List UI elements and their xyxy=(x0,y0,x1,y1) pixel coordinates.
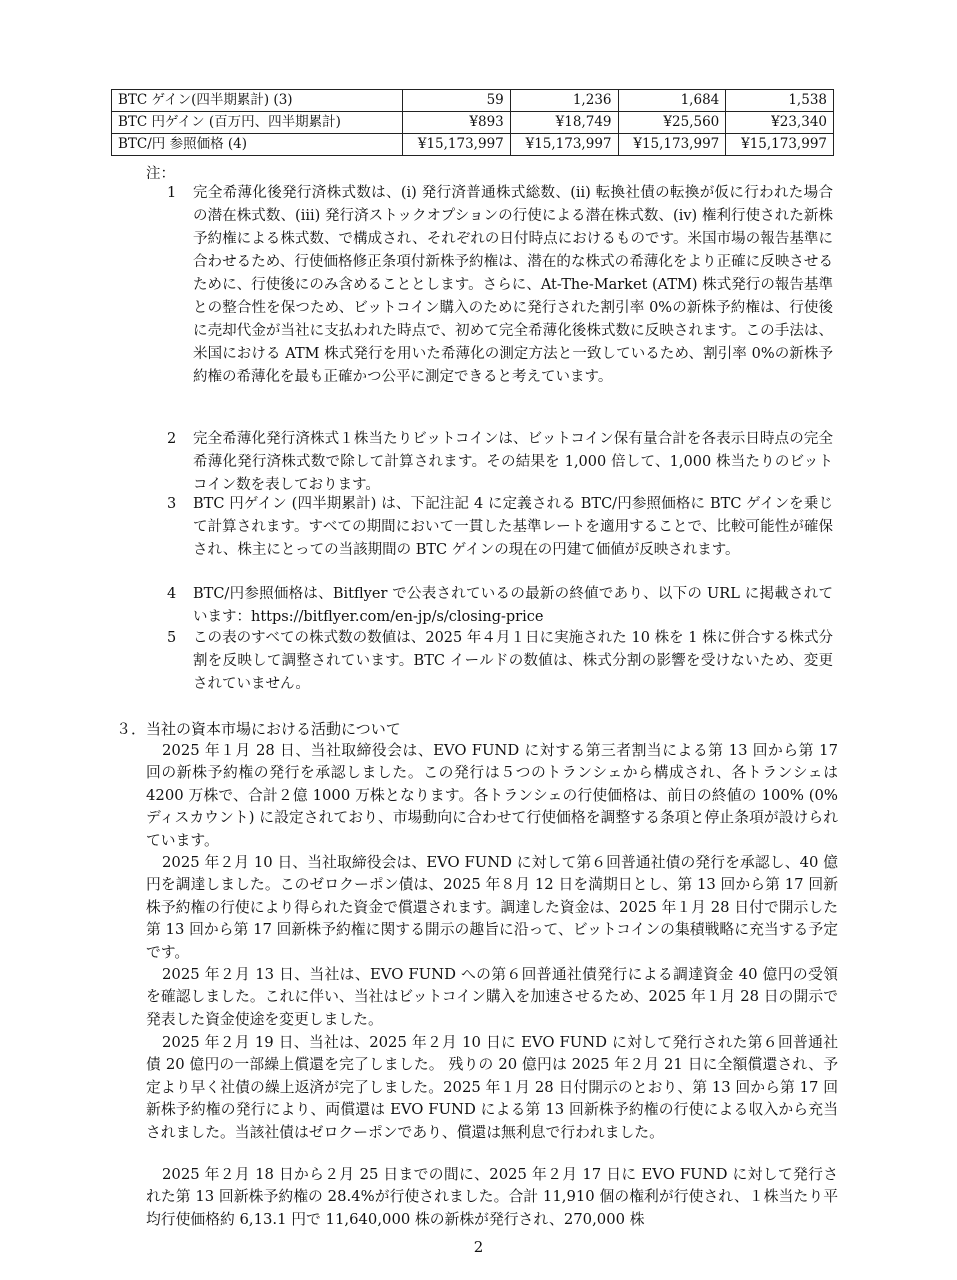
row-label: BTC 円ゲイン (百万円、四半期累計) xyxy=(112,112,403,134)
paragraph-text: 2025 年１月 28 日、当社取締役会は、EVO FUND に対する第三者割当による第 13 回から第 17 回の新株予約権の発行を承認しました。この発行は５つのトランシェから構成され、各トランシェは 4200 万株で、合計２億 1000 万株となります。各トランシェの行使価格は、前日の終値の 100% (0%ディスカウント) に設定されており、市場動向に合わせて行使価格を調整する条項と停止条項が設けられています。 xyxy=(146,742,838,849)
page-number: 2 xyxy=(473,1238,484,1256)
paragraph-text: 2025 年２月 10 日、当社取締役会は、EVO FUND に対して第６回普通社債の発行を承認し、40 億円を調達しました。このゼロクーポン債は、2025 年８月 12 日を満期日とし、第 13 回から第 17 回新株予約権の行使により得られた資金で償還されます。調達した資金は、2025 年１月 28 日付で開示した第 13 回から第 17 回新株予約権に関する開示の趣旨に沿って、ビットコインの集積戦略に充当する予定です。 xyxy=(146,854,838,961)
notes-heading: 注： xyxy=(146,166,175,182)
note-text: BTC/円参照価格は、Bitflyer で公表されているの最新の終値であり、以下の URL に掲載されています：https://bitflyer.com/en-jp/s/closing-price xyxy=(193,586,833,625)
table-cell: ¥15,173,997 xyxy=(726,134,834,156)
table-cell: ¥18,749 xyxy=(510,112,618,134)
paragraph-text: 2025 年２月 18 日から２月 25 日までの間に、2025 年２月 17 日に EVO FUND に対して発行された第 13 回新株予約権の 28.4%が行使されました。合計 11,910 個の権利が行使され、１株当たり平均行使価格約 6,13.1 円で 11,640,000 株の新株が発行され、270,000 株 xyxy=(146,1166,838,1228)
note-text: この表のすべての株式数の数値は、2025 年４月１日に実施された 10 株を 1 株に併合する株式分割を反映して調整されています。BTC イールドの数値は、株式分割の影響を受けないため、変更されていません。 xyxy=(193,630,833,692)
body-paragraph xyxy=(146,964,838,1031)
note-number: 4 xyxy=(167,586,177,602)
table-cell: 1,236 xyxy=(510,90,618,112)
note-number: 2 xyxy=(167,431,177,447)
body-paragraph xyxy=(146,1032,838,1144)
row-label: BTC ゲイン(四半期累計) (3) xyxy=(112,90,403,112)
note-text: 完全希薄化発行済株式１株当たりビットコインは、ビットコイン保有量合計を各表示日時点の完全希薄化発行済株式数で除して計算されます。その結果を 1,000 倍して、1,000 株当たりのビットコイン数を表しております。 xyxy=(193,431,833,493)
note-text: 完全希薄化後発行済株式数は、(i) 発行済普通株式総数、(ii) 転換社債の転換が仮に行われた場合の潜在株式数、(iii) 発行済ストックオプションの行使による潜在株式数、(iv) 権利行使された新株予約権による株式数、で構成され、それぞれの日付時点におけるものです。米国市場の報告基準に合わせるため、行使価格修正条項付新株予約権は、潜在的な株式の希薄化をより正確に反映させるために、行使後にのみ含めることとします。さらに、At-The-Market (ATM) 株式発行の報告基準との整合性を保つため、ビットコイン購入のために発行された割引率 0%の新株予約権は、行使後に売却代金が当社に支払われた時点で、初めて完全希薄化後株式数に反映されます。この手法は、米国における ATM 株式発行を用いた希薄化の測定方法と一致しているため、割引率 0%の新株予約権の希薄化を最も正確かつ公平に測定できると考えています。 xyxy=(193,185,833,385)
table-row xyxy=(112,112,834,134)
table-cell: ¥15,173,997 xyxy=(618,134,726,156)
body-paragraph xyxy=(146,1164,838,1231)
note-number: 5 xyxy=(167,630,177,646)
table-cell: ¥15,173,997 xyxy=(510,134,618,156)
table-row xyxy=(112,134,834,156)
table-row xyxy=(112,90,834,112)
note-text: BTC 円ゲイン (四半期累計) は、下記注記 4 に定義される BTC/円参照価格に BTC ゲインを乗じて計算されます。すべての期間において一貫した基準レートを適用することで、比較可能性が確保され、株主にとっての当該期間の BTC ゲインの現在の円建て価値が反映されます。 xyxy=(193,496,833,558)
btc-stats-table xyxy=(111,89,834,156)
table-cell: ¥893 xyxy=(403,112,511,134)
note-number: 1 xyxy=(167,185,177,201)
table-cell: ¥25,560 xyxy=(618,112,726,134)
table-cell: 59 xyxy=(403,90,511,112)
paragraph-text: 2025 年２月 19 日、当社は、2025 年２月 10 日に EVO FUND に対して発行された第６回普通社債 20 億円の一部繰上償還を完了しました。 残りの 20 億円は 2025 年２月 21 日に全額償還され、予定より早く社債の繰上返済が完了しました。2025 年１月 28 日付開示のとおり、第 13 回から第 17 回新株予約権の発行により、両償還は EVO FUND による第 13 回新株予約権の行使による収入から充当されました。当該社債はゼロクーポンであり、償還は無利息で行われました。 xyxy=(146,1034,838,1141)
section-title: ３．当社の資本市場における活動について xyxy=(116,720,401,738)
paragraph-text: 2025 年２月 13 日、当社は、EVO FUND への第６回普通社債発行による調達資金 40 億円の受領を確認しました。これに伴い、当社はビットコイン購入を加速させるため、2025 年１月 28 日の開示で発表した資金使途を変更しました。 xyxy=(146,966,838,1028)
table-cell: ¥23,340 xyxy=(726,112,834,134)
table-cell: 1,538 xyxy=(726,90,834,112)
body-paragraph xyxy=(146,740,838,852)
body-paragraph xyxy=(146,852,838,964)
row-label: BTC/円 参照価格 (4) xyxy=(112,134,403,156)
table-cell: ¥15,173,997 xyxy=(403,134,511,156)
table-cell: 1,684 xyxy=(618,90,726,112)
note-number: 3 xyxy=(167,496,177,512)
